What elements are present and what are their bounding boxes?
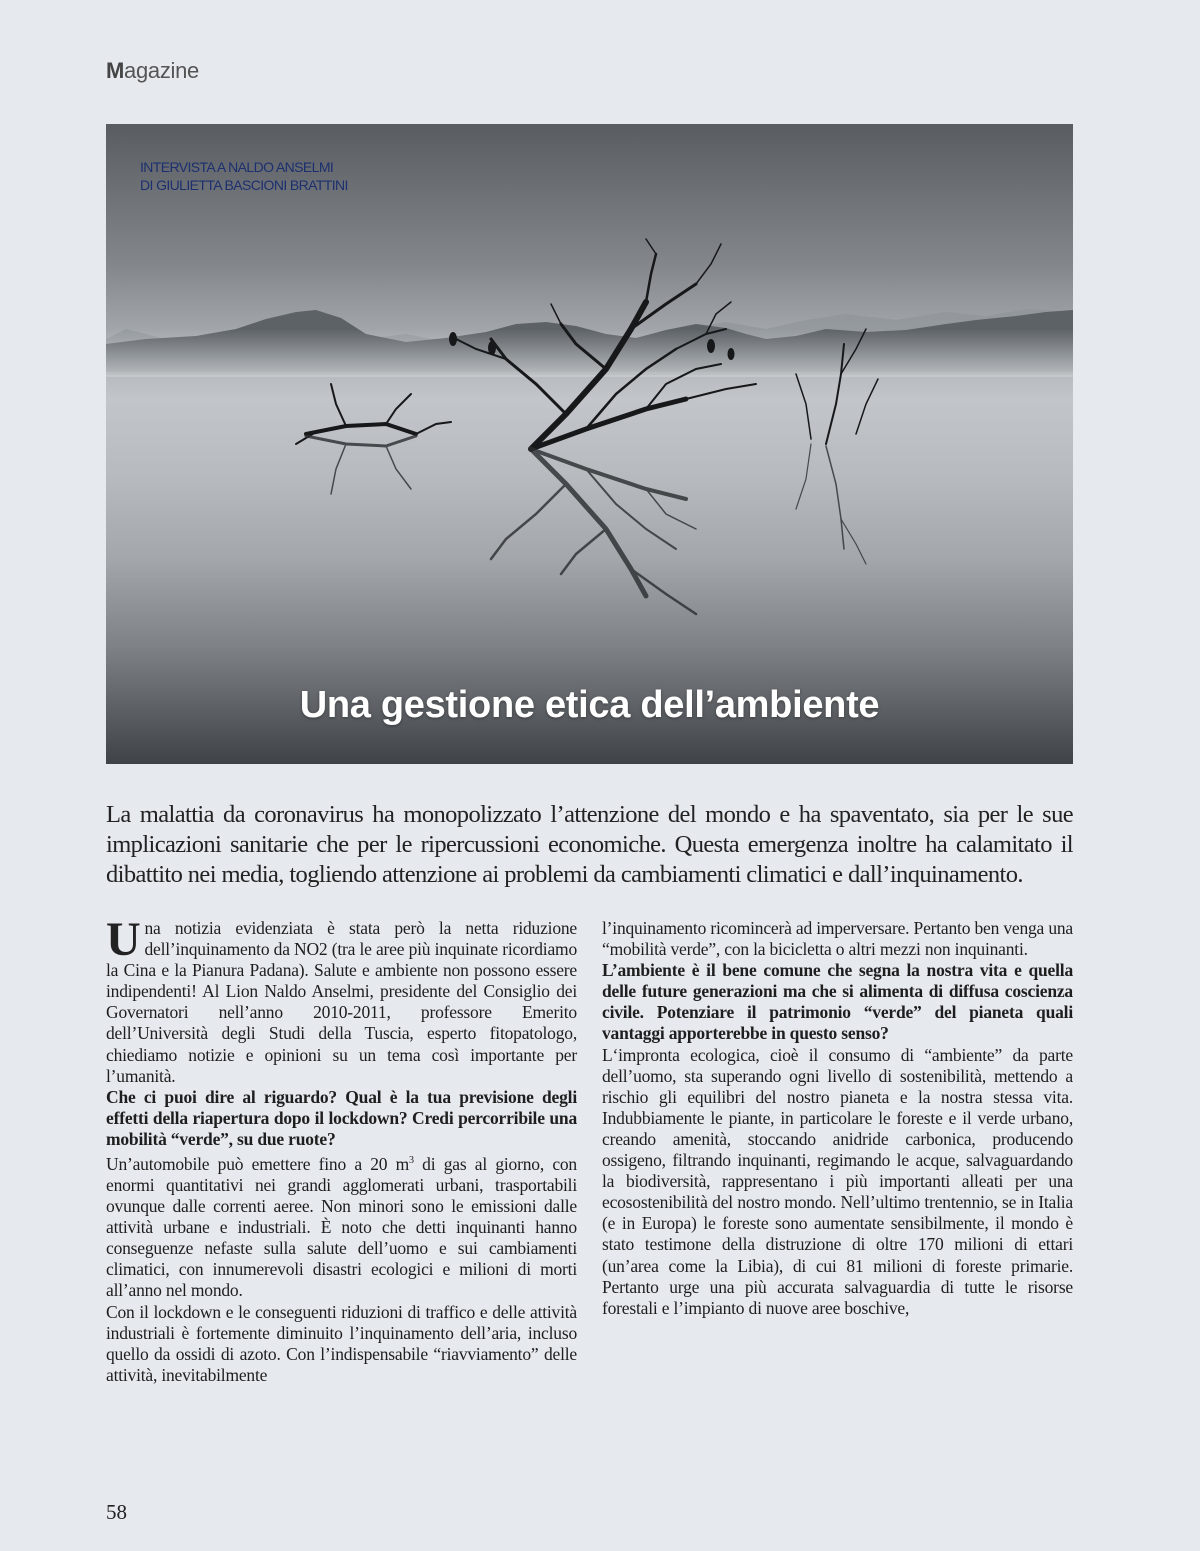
question-2: L’ambiente è il bene comune che segna la nostra vita e quella delle future generazioni ma che si alimenta di diffusa coscienza civile. Potenziare il patrimonio “verde” del pianeta quali vantaggi apporterebbe in questo senso? — [602, 960, 1073, 1044]
drop-cap: U — [106, 913, 141, 966]
superscript-3: 3 — [409, 1155, 414, 1167]
lake-landscape-illustration — [106, 124, 1073, 764]
lead-paragraph: La malattia da coronavirus ha monopolizzato l’attenzione del mondo e ha spaventato, sia per le sue implicazioni sanitarie che per le ripercussioni economiche. Questa emergenza inoltre ha calamitato il dibattito nei media, togliendo attenzione ai problemi da cambiamenti climatici e dall’inquinamento. — [106, 801, 1073, 888]
article-credits — [140, 158, 348, 194]
article-title: Una gestione etica dell’ambiente — [299, 684, 880, 726]
section-label-rest: agazine — [124, 58, 199, 83]
column-left — [106, 913, 577, 1386]
credit-author: DI GIULIETTA BASCIONI BRATTINI — [140, 177, 348, 193]
question-1: Che ci puoi dire al riguardo? Qual è la tua previsione degli effetti della riapertura dopo il lockdown? Credi percorribile una mobilità “verde”, su due ruote? — [106, 1086, 577, 1149]
hero-image — [106, 124, 1073, 764]
section-label-initial: M — [106, 58, 125, 83]
credit-interview: INTERVISTA A NALDO ANSELMI — [140, 159, 334, 175]
intro-text: na notizia evidenziata è stata però la netta riduzione dell’inquinamento da NO2 (tra le aree più inquinate ricordiamo la Cina e la Pianura Padana). Salute e ambiente non possono essere indipendenti! Al Lion Naldo Anselmi, presidente del Consiglio dei Governatori nell’anno 2010-2011, professore Emerito dell’Università degli Studi della Tuscia, esperto fitopatologo, chiediamo notizie e opinioni su un tema così importante per l’umanità. — [106, 918, 577, 1086]
section-label — [106, 58, 199, 84]
answer-1-paragraph — [106, 1150, 577, 1301]
answer-1-text-a: Un’automobile può emettere fino a 20 m — [106, 1153, 410, 1174]
answer-2-paragraph: L‘impronta ecologica, cioè il consumo di “ambiente” da parte dell’uomo, sta superando ogni livello di sostenibilità, mettendo a rischio gli equilibri del nostro pianeta e la nostra stessa vita. Indubbiamente le piante, in particolare le foreste e il verde urbano, creando amenità, stoccando anidride carbonica, producendo ossigeno, filtrando inquinanti, regimando le acque, salvaguardando la biodiversità, rappresentano i più importanti alleati per una ecosostenibilità del nostro mondo. Nell’ultimo trentennio, se in Italia (e in Europa) le foreste sono aumentate sensibilmente, il mondo è stato testimone della distruzione di oltre 170 milioni di ettari (un’area come la Libia), di cui 81 milioni di foreste primarie. Pertanto urge una più accurata salvaguardia di tutte le risorse forestali e l’impianto di nuove aree boschive, — [602, 1044, 1073, 1318]
answer-1-paragraph-2: Con il lockdown e le conseguenti riduzioni di traffico e delle attività industriali è fortemente diminuito l’inquinamento dell’aria, incluso quello da ossidi di azoto. Con l’indispensabile “riavviamento” delle attività, inevitabilmente — [106, 1301, 577, 1385]
column-right — [602, 918, 1073, 1319]
answer-1-continuation: l’inquinamento ricomincerà ad imperversare. Pertanto ben venga una “mobilità verde”, con la bicicletta o altri mezzi non inquinanti. — [602, 918, 1073, 960]
page-number: 58 — [106, 1500, 127, 1524]
intro-paragraph — [106, 913, 577, 1087]
answer-1-text-b: di gas al giorno, con enormi quantitativi nei grandi agglomerati urbani, trasportabili ovunque dalle correnti aeree. Non minori sono le emissioni dalle attività urbane e industriali. È noto che detti inquinanti hanno conseguenze nefaste sulla salute dell’uomo e sui cambiamenti climatici, con innumerevoli disastri ecologici e milioni di morti all’anno nel mondo. — [106, 1153, 577, 1301]
